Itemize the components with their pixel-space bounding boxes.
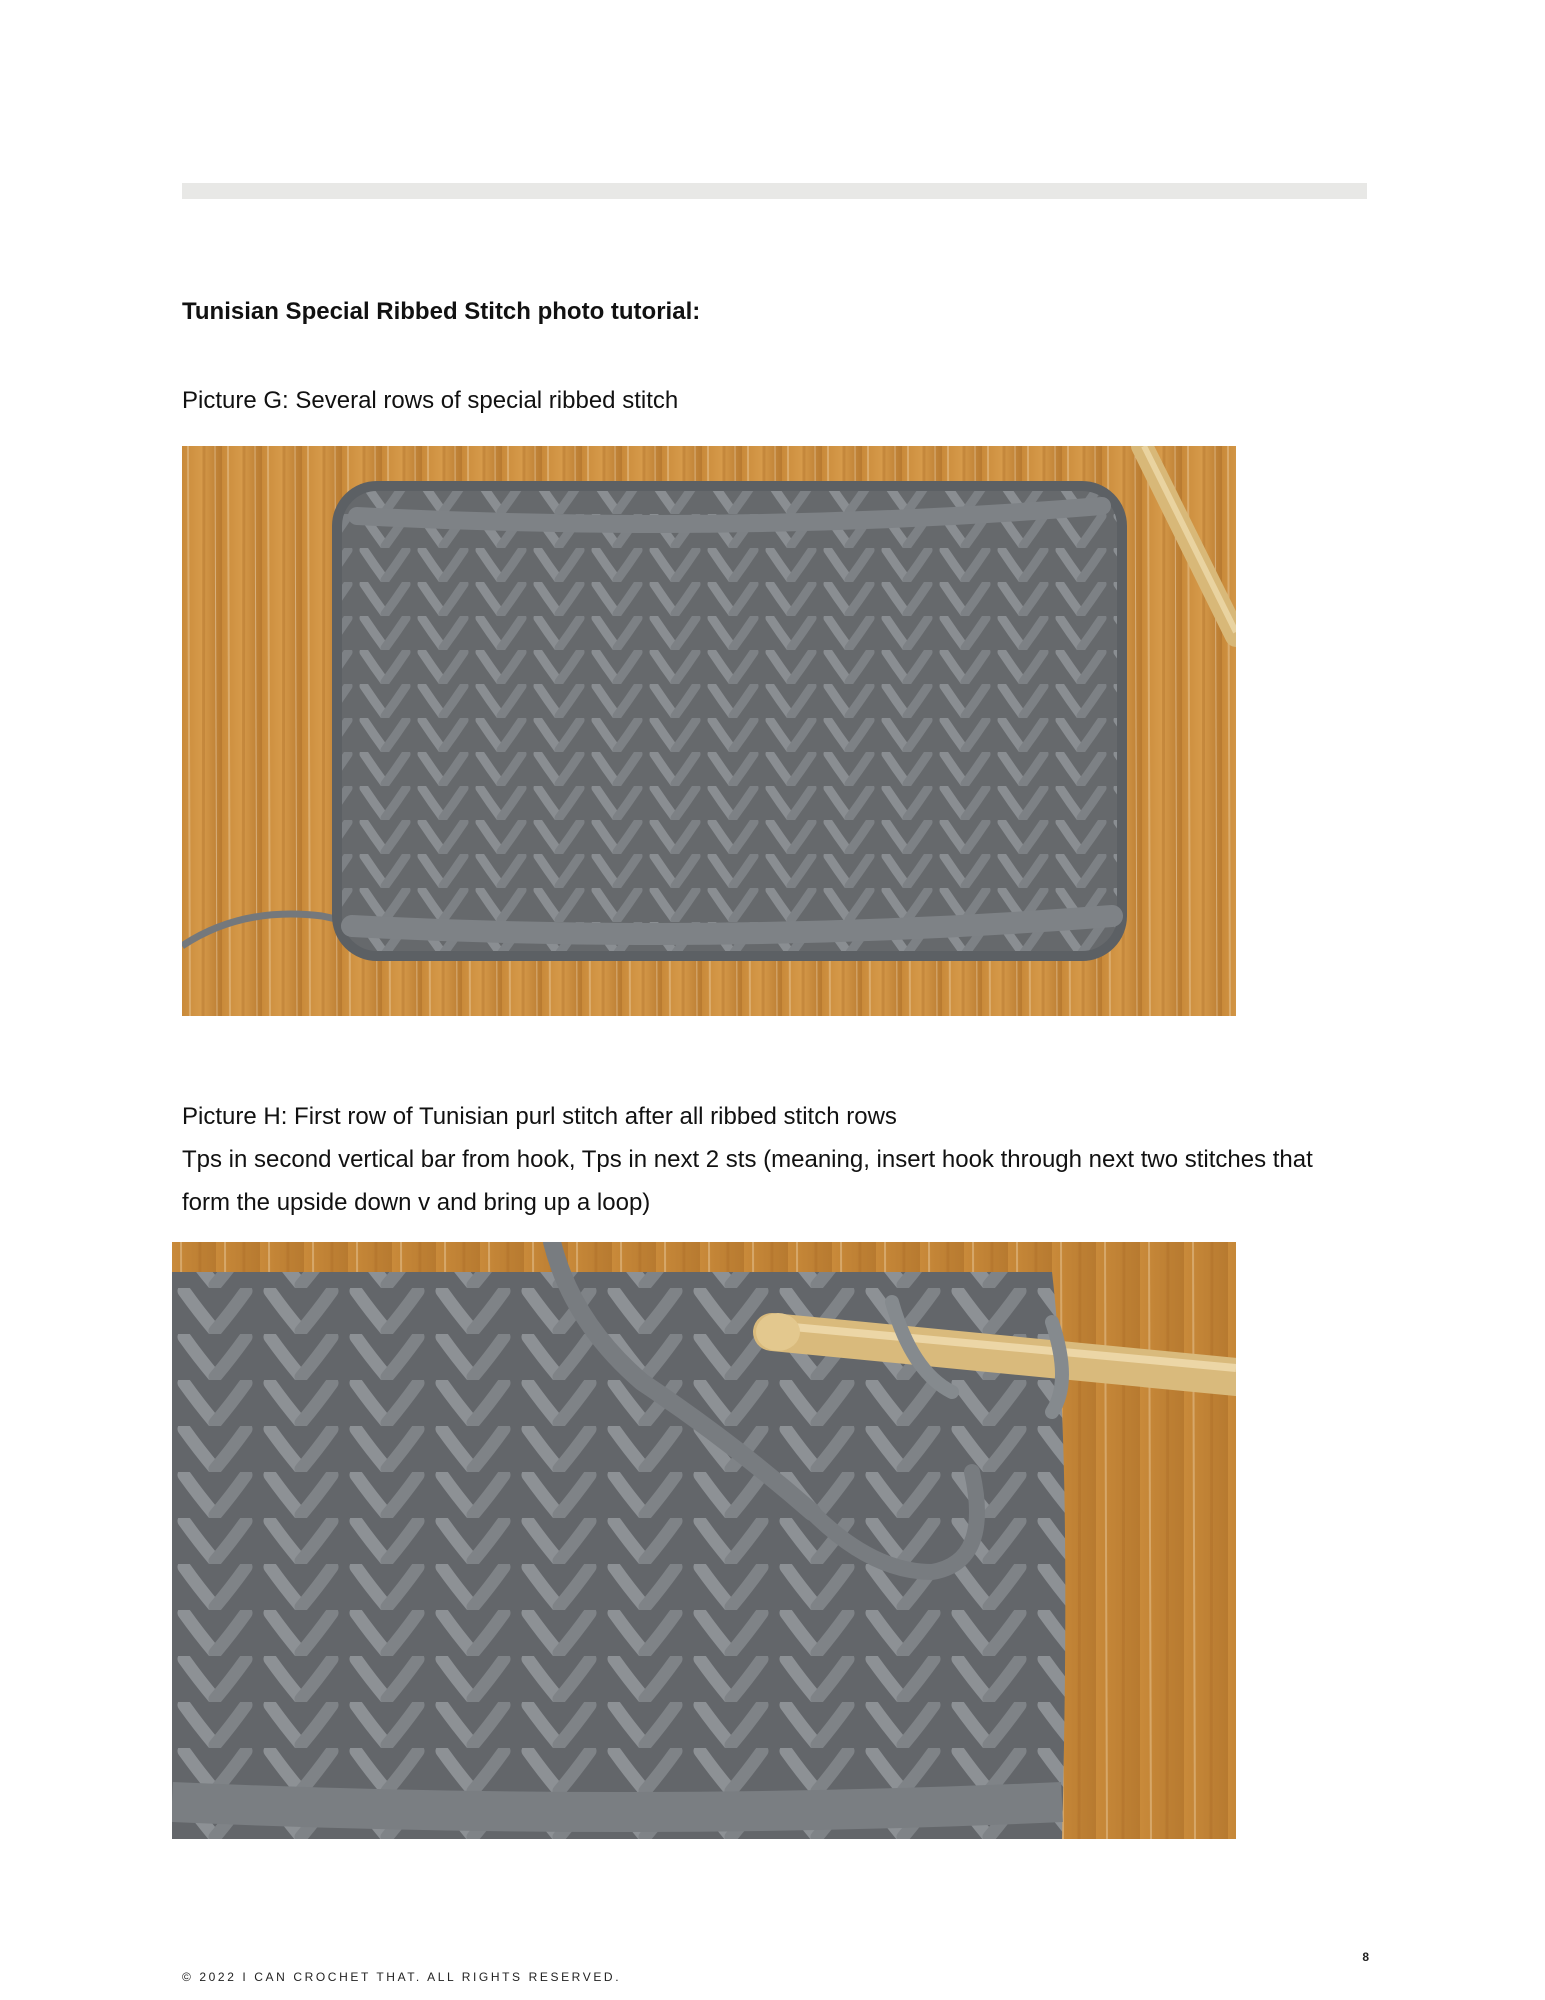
picture-g-photo [182, 446, 1236, 1016]
picture-h-title: Picture H: First row of Tunisian purl stitch after all ribbed stitch rows [182, 1103, 897, 1130]
picture-h-instruction-line-2: form the upside down v and bring up a loop) [182, 1189, 651, 1216]
picture-g-caption: Picture G: Several rows of special ribbed stitch [182, 387, 679, 414]
picture-h-photo [172, 1242, 1236, 1839]
picture-h-instruction-line-1: Tps in second vertical bar from hook, Tps in next 2 sts (meaning, insert hook through next two stitches that [182, 1146, 1313, 1173]
picture-h-caption [182, 1095, 1382, 1224]
copyright-footer: © 2022 I CAN CROCHET THAT. ALL RIGHTS RESERVED. [182, 1970, 622, 1984]
page-number: 8 [1362, 1950, 1369, 1964]
section-heading: Tunisian Special Ribbed Stitch photo tutorial: [182, 298, 701, 325]
header-divider [182, 183, 1367, 199]
